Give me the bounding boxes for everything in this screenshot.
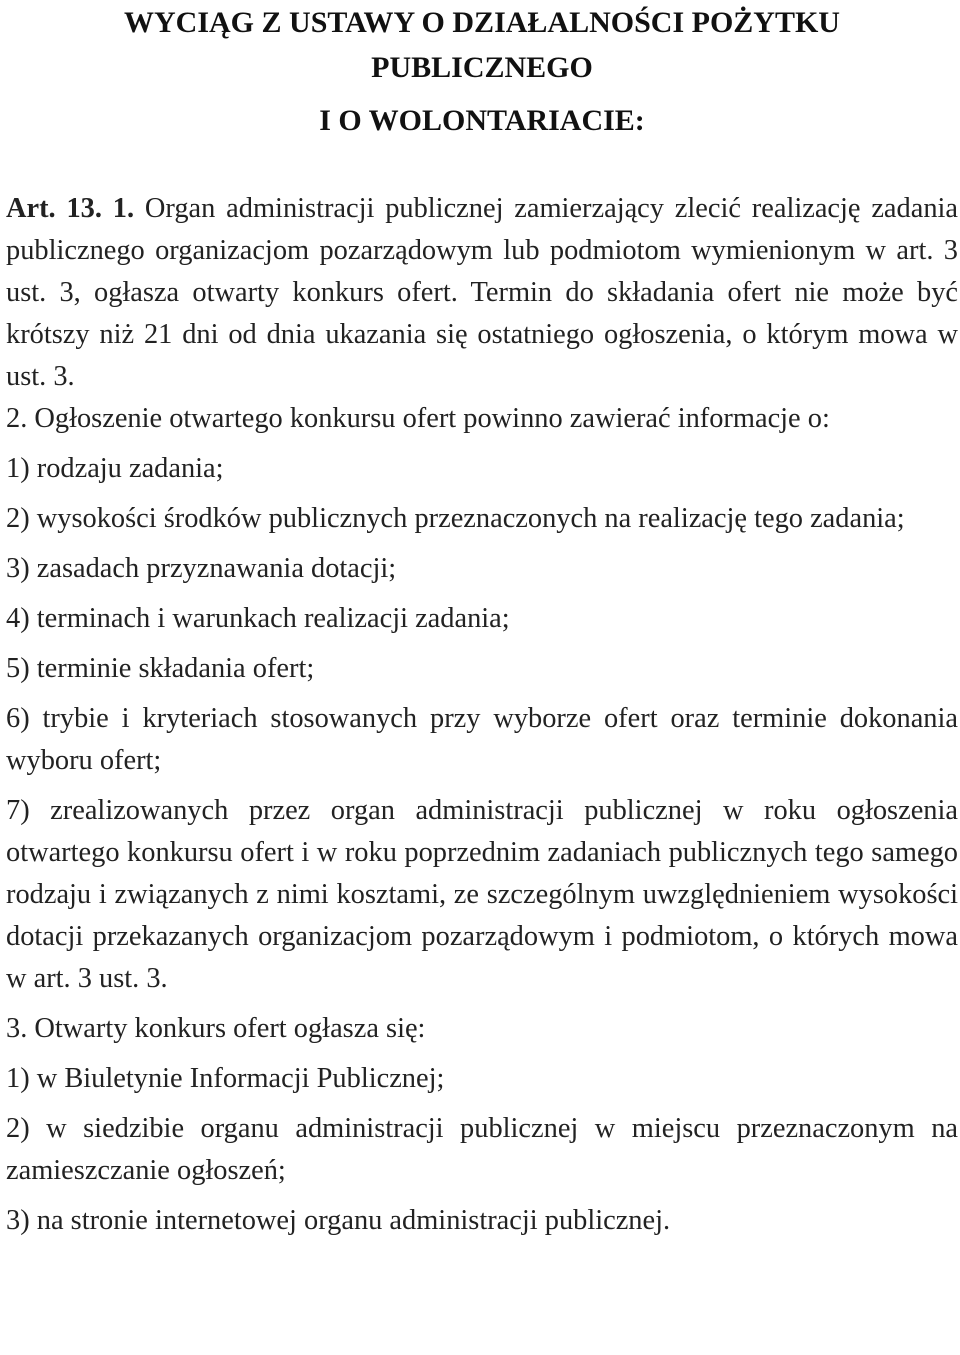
document-title [6, 0, 958, 143]
section-3-item-1: 1) w Biuletynie Informacji Publicznej; [6, 1063, 445, 1094]
section-2-item-6: 6) trybie i kryteriach stosowanych przy wyborze ofert oraz terminie dokonania wyboru ofert; [6, 703, 958, 776]
section-2-item-2: 2) wysokości środków publicznych przeznaczonych na realizację tego zadania; [6, 503, 905, 534]
article-13-section-1 [6, 188, 958, 398]
section-1-number: 1. [112, 193, 135, 224]
section-2-item-3: 3) zasadach przyznawania dotacji; [6, 553, 397, 584]
document [6, 0, 958, 1242]
article-label: Art. 13. [6, 193, 102, 224]
section-2-item-4: 4) terminach i warunkach realizacji zadania; [6, 603, 510, 634]
section-3-item-3: 3) na stronie internetowej organu administracji publicznej. [6, 1205, 671, 1236]
section-3-item-2: 2) w siedzibie organu administracji publicznej w miejscu przeznaczonym na zamieszczanie ogłoszeń; [6, 1113, 958, 1186]
title-line-2: PUBLICZNEGO [371, 51, 593, 84]
title-line-1: WYCIĄG Z USTAWY O DZIAŁALNOŚCI POŻYTKU [124, 6, 840, 39]
section-2-intro: 2. Ogłoszenie otwartego konkursu ofert powinno zawierać informacje o: [6, 403, 830, 434]
section-2-item-7: 7) zrealizowanych przez organ administracji publicznej w roku ogłoszenia otwartego konkursu ofert i w roku poprzednim zadaniach publicznych tego samego rodzaju i związanych z nimi kosztami, ze szczególnym uwzględnieniem wysokości dotacji przekazanych organizacjom pozarządowym i podmiotom, o których mowa w art. 3 ust. 3. [6, 795, 958, 994]
section-2-item-5: 5) terminie składania ofert; [6, 653, 315, 684]
section-2-item-1: 1) rodzaju zadania; [6, 453, 224, 484]
section-3-intro: 3. Otwarty konkurs ofert ogłasza się: [6, 1013, 426, 1044]
section-1-text: Organ administracji publicznej zamierzający zlecić realizację zadania publicznego organizacjom pozarządowym lub podmiotom wymienionym w art. 3 ust. 3, ogłasza otwarty konkurs ofert. Termin do składania ofert nie może być krótszy niż 21 dni od dnia ukazania się ostatniego ogłoszenia, o którym mowa w ust. 3. [6, 193, 959, 392]
title-line-3: I O WOLONTARIACIE: [319, 104, 645, 137]
